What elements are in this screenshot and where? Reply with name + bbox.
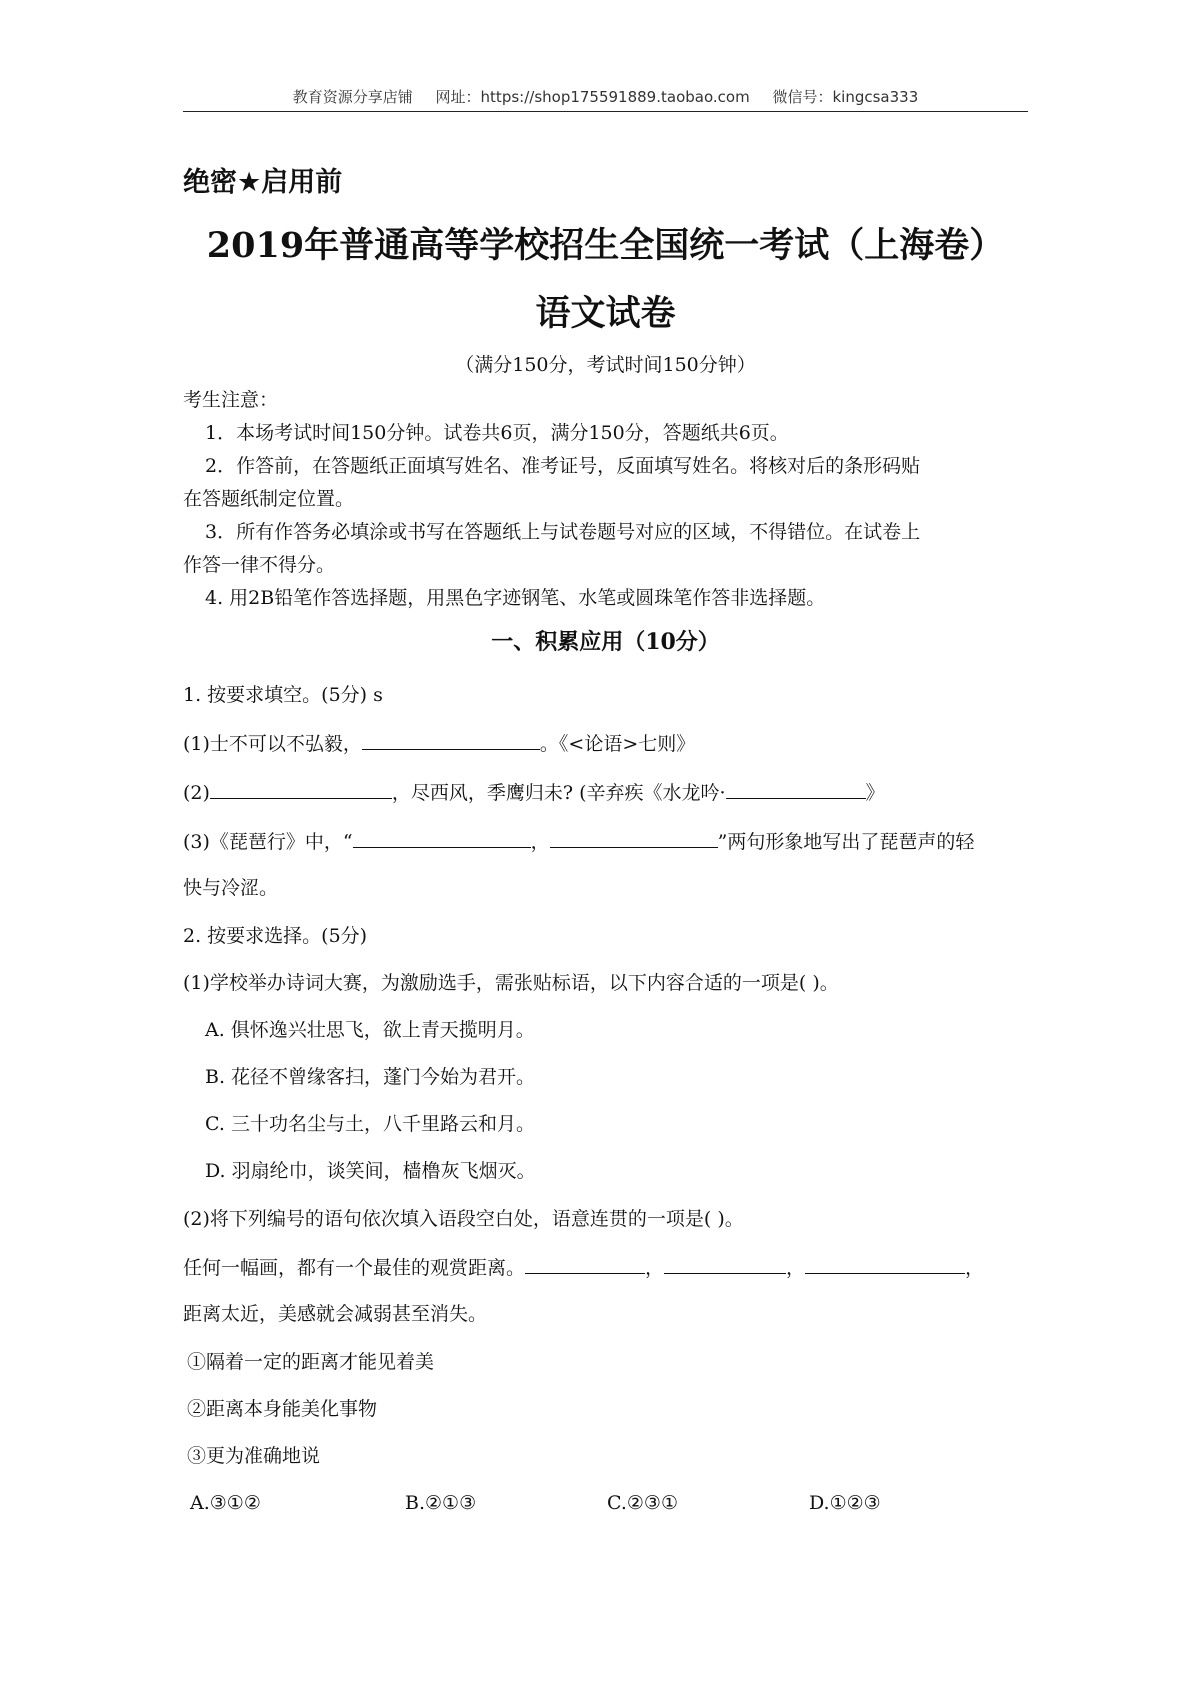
header-url: 网址：https://shop175591889.taobao.com (435, 88, 750, 106)
answer-blank[interactable] (362, 731, 540, 750)
answer-blank[interactable] (726, 780, 866, 799)
q1-part-1 (183, 731, 695, 756)
q1-p1-prefix: (1)士不可以不弘毅， (183, 733, 362, 755)
header-shop: 教育资源分享店铺 (292, 88, 413, 106)
q2-answer-a: A.③①② (190, 1492, 261, 1514)
q1-part-2 (183, 780, 885, 805)
answer-blank[interactable] (353, 829, 531, 848)
score-time: （满分150分，考试时间150分钟） (455, 354, 756, 376)
q2-answer-b: B.②①③ (405, 1492, 477, 1514)
notice-item-1: 1．本场考试时间150分钟。试卷共6页，满分150分，答题纸共6页。 (205, 422, 789, 444)
q2-sentence-1: ①隔着一定的距离才能见着美 (187, 1351, 435, 1373)
notice-label: 考生注意： (183, 389, 279, 411)
page-header (183, 86, 1028, 112)
q2-option-c: C. 三十功名尘与土，八千里路云和月。 (205, 1113, 535, 1135)
exam-subtitle: 语文试卷 (535, 293, 676, 334)
notice-item-2b: 在答题纸制定位置。 (183, 488, 355, 510)
notice-item-3a: 3．所有作答务必填涂或书写在答题纸上与试卷题号对应的区域，不得错位。在试卷上 (205, 521, 921, 543)
q2-paragraph-prefix: 任何一幅画，都有一个最佳的观赏距离。 (183, 1257, 526, 1279)
q1-stem: 1. 按要求填空。(5分) s (183, 684, 383, 706)
q1-p2-suffix: 》 (865, 782, 885, 804)
q1-p3-separator: ， (530, 831, 550, 853)
q2-stem: 2. 按要求选择。(5分) (183, 925, 368, 947)
q2-sentence-3: ③更为准确地说 (187, 1445, 321, 1467)
q1-p3-suffix: ”两句形象地写出了琵琶声的轻 (717, 831, 975, 853)
answer-blank[interactable] (525, 1255, 645, 1274)
notice-item-4: 4. 用2B铅笔作答选择题，用黑色字迹钢笔、水笔或圆珠笔作答非选择题。 (205, 587, 826, 609)
q2-answer-d: D.①②③ (809, 1492, 881, 1514)
exam-title: 2019年普通高等学校招生全国统一考试（上海卷） (206, 225, 1005, 266)
answer-blank[interactable] (805, 1255, 965, 1274)
q1-p1-suffix: 。《<论语>七则》 (539, 733, 696, 755)
notice-item-3b: 作答一律不得分。 (183, 554, 336, 576)
q2-paragraph: 任何一幅画，都有一个最佳的观赏距离。 ， ， ， (183, 1257, 985, 1279)
answer-blank[interactable] (210, 780, 392, 799)
header-wechat: 微信号：kingcsa333 (772, 88, 919, 106)
section-heading: 一、积累应用（10分） (491, 629, 720, 655)
header-divider (183, 111, 1028, 112)
q1-p2-middle: ，尽西风，季鹰归未? (辛弃疾《水龙吟· (391, 782, 726, 804)
notice-item-2a: 2．作答前，在答题纸正面填写姓名、准考证号，反面填写姓名。将核对后的条形码贴 (205, 455, 921, 477)
q1-p2-prefix: (2) (183, 782, 210, 804)
q2-option-d: D. 羽扇纶巾，谈笑间，樯橹灰飞烟灭。 (205, 1160, 536, 1182)
q1-part-3 (183, 829, 974, 854)
q2-sentence-2: ②距离本身能美化事物 (187, 1398, 378, 1420)
q2-part-1: (1)学校举办诗词大赛，为激励选手，需张贴标语，以下内容合适的一项是( )。 (183, 972, 839, 994)
confidential-label: 绝密★启用前 (183, 167, 343, 198)
q2-option-b: B. 花径不曾缘客扫，蓬门今始为君开。 (205, 1066, 536, 1088)
q2-answer-c: C.②③① (607, 1492, 678, 1514)
q1-part-3-line-2: 快与冷涩。 (183, 877, 279, 899)
q2-part-2: (2)将下列编号的语句依次填入语段空白处，语意连贯的一项是( )。 (183, 1208, 744, 1230)
q1-p3-prefix: (3)《琵琶行》中，“ (183, 831, 353, 853)
answer-blank[interactable] (550, 829, 718, 848)
q2-option-a: A. 俱怀逸兴壮思飞，欲上青天揽明月。 (205, 1019, 535, 1041)
q2-paragraph-line-2: 距离太近，美感就会减弱甚至消失。 (183, 1303, 488, 1325)
answer-blank[interactable] (664, 1255, 786, 1274)
